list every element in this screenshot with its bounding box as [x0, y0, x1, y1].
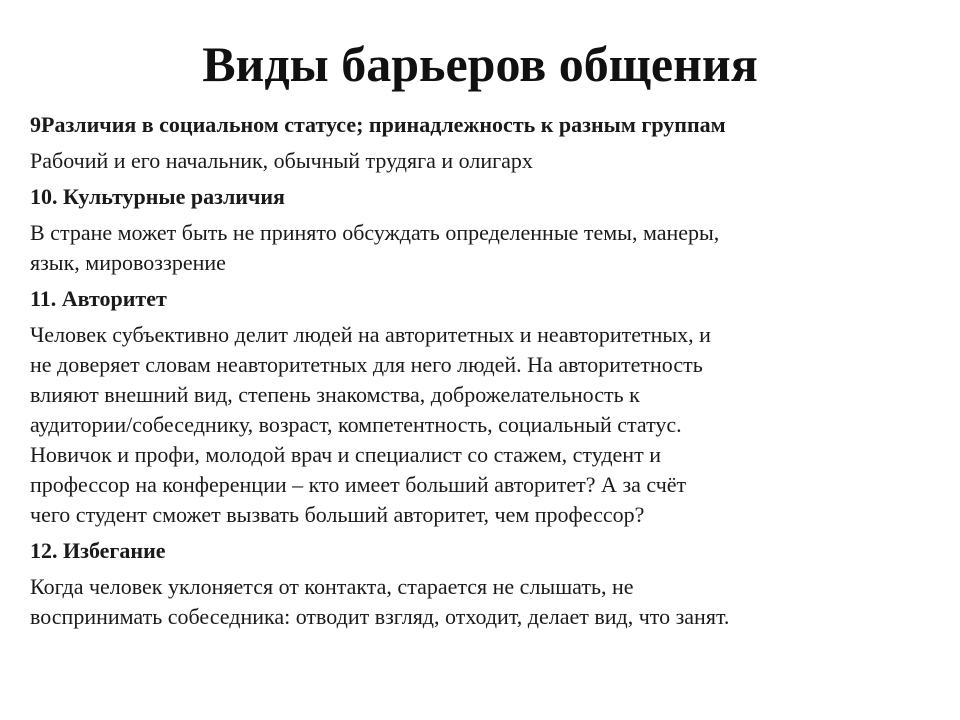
text-line: Человек субъективно делит людей на авторитетных и неавторитетных, и	[30, 322, 711, 347]
text-line: Когда человек уклоняется от контакта, старается не слышать, не	[30, 574, 634, 599]
text-line: воспринимать собеседника: отводит взгляд, отходит, делает вид, что занят.	[30, 604, 730, 629]
text-line: Рабочий и его начальник, обычный трудяга и олигарх	[30, 148, 533, 173]
section-heading-12: 12. Избегание	[30, 538, 166, 563]
text-line: профессор на конференции – кто имеет больший авторитет? А за счёт	[30, 472, 687, 497]
section-text-9	[30, 146, 930, 176]
section-heading-9: 9Различия в социальном статусе; принадлежность к разным группам	[30, 112, 726, 137]
text-line: В стране может быть не принято обсуждать определенные темы, манеры,	[30, 220, 720, 245]
section-heading-11: 11. Авторитет	[30, 286, 167, 311]
text-line: аудитории/собеседнику, возраст, компетентность, социальный статус.	[30, 412, 682, 437]
text-line: язык, мировоззрение	[30, 250, 226, 275]
section-text-11	[30, 320, 930, 530]
text-line: влияют внешний вид, степень знакомства, доброжелательность к	[30, 382, 640, 407]
section-heading-10: 10. Культурные различия	[30, 184, 285, 209]
text-line: чего студент сможет вызвать больший авторитет, чем профессор?	[30, 502, 645, 527]
slide-content	[30, 110, 930, 638]
slide-title: Виды барьеров общения	[202, 36, 758, 92]
text-line: не доверяет словам неавторитетных для него людей. На авторитетность	[30, 352, 703, 377]
section-text-10	[30, 218, 930, 278]
section-text-12	[30, 572, 930, 632]
text-line: Новичок и профи, молодой врач и специалист со стажем, студент и	[30, 442, 661, 467]
